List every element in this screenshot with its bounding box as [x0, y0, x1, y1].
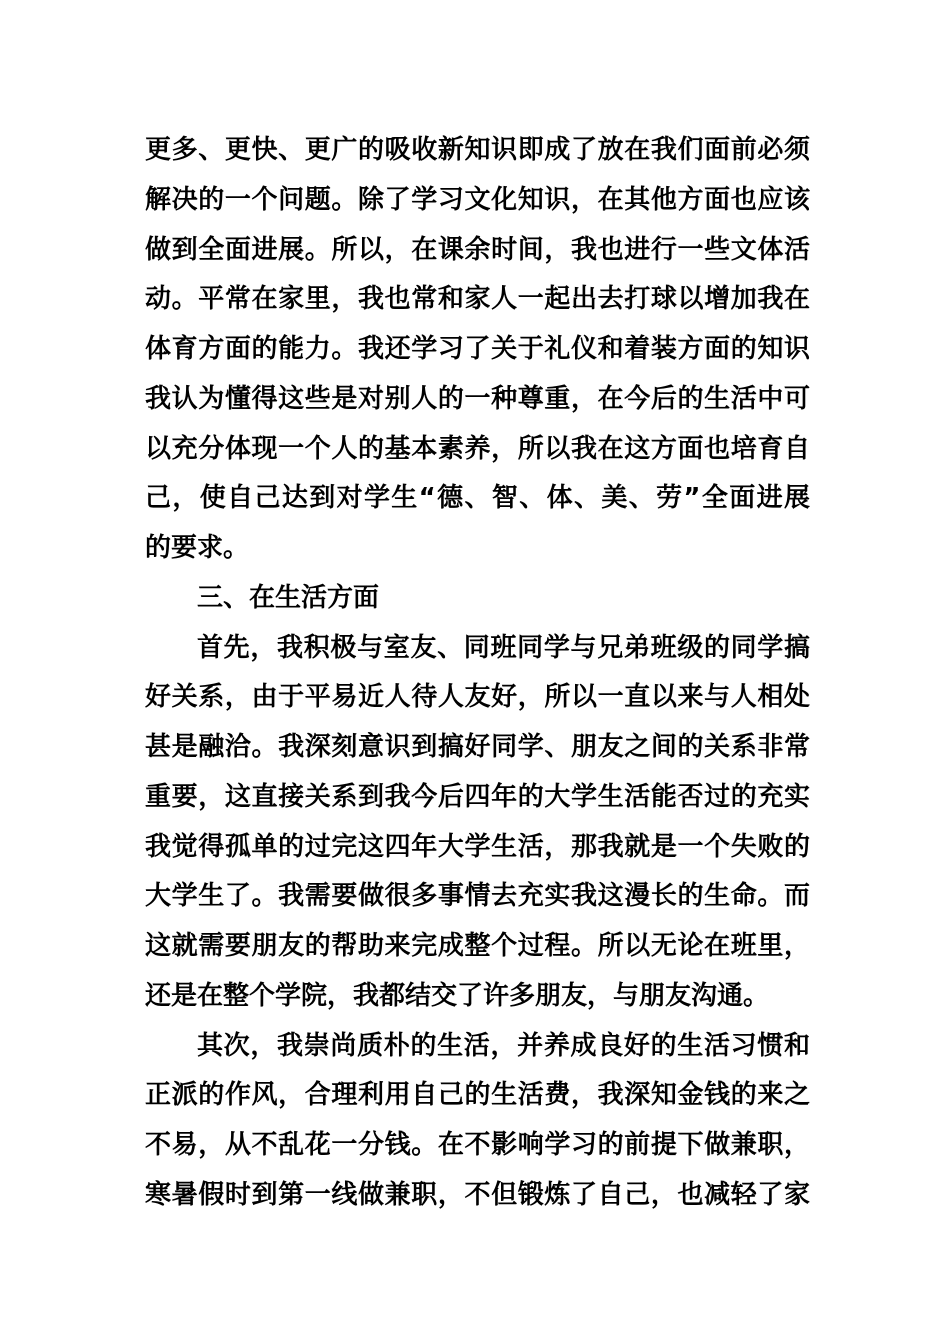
text-line: 重要，这直接关系到我今后四年的大学生活能否过的充实: [145, 781, 810, 812]
text-line: 动。平常在家里，我也常和家人一起出去打球以增加我在: [145, 284, 810, 315]
text-line: 我觉得孤单的过完这四年大学生活，那我就是一个失败的: [145, 831, 810, 862]
text-line: 首先，我积极与室友、同班同学与兄弟班级的同学搞: [197, 632, 810, 663]
text-line: 己，使自己达到对学生“德、智、体、美、劳”全面进展: [145, 483, 810, 514]
text-line: 其次，我崇尚质朴的生活，并养成良好的生活习惯和: [197, 1030, 810, 1061]
text-line: 不易，从不乱花一分钱。在不影响学习的前提下做兼职，: [145, 1130, 810, 1160]
text-line: 的要求。: [145, 533, 250, 563]
text-line: 寒暑假时到第一线做兼职，不但锻炼了自己，也减轻了家: [145, 1179, 810, 1210]
text-line: 大学生了。我需要做很多事情去充实我这漫长的生命。而: [145, 881, 810, 912]
text-line: 更多、更快、更广的吸收新知识即成了放在我们面前必须: [145, 135, 810, 165]
document-body: [145, 126, 810, 1221]
text-line: 甚是融洽。我深刻意识到搞好同学、朋友之间的关系非常: [145, 732, 810, 762]
text-line: 我认为懂得这些是对别人的一种尊重，在今后的生活中可: [145, 383, 810, 414]
text-line: 以充分体现一个人的基本素养，所以我在这方面也培育自: [145, 433, 810, 464]
text-line: 解决的一个问题。除了学习文化知识，在其他方面也应该: [145, 184, 810, 215]
text-line: 好关系，由于平易近人待人友好，所以一直以来与人相处: [145, 682, 810, 713]
text-line: 体育方面的能力。我还学习了关于礼仪和着装方面的知识: [145, 334, 810, 364]
text-line: 还是在整个学院，我都结交了许多朋友，与朋友沟通。: [145, 980, 770, 1011]
text-line: 这就需要朋友的帮助来完成整个过程。所以无论在班里，: [145, 931, 810, 961]
text-line: 做到全面进展。所以，在课余时间，我也进行一些文体活: [145, 234, 810, 265]
text-line: 正派的作风，合理利用自己的生活费，我深知金钱的来之: [145, 1080, 810, 1111]
section-heading: 三、在生活方面: [197, 582, 380, 613]
